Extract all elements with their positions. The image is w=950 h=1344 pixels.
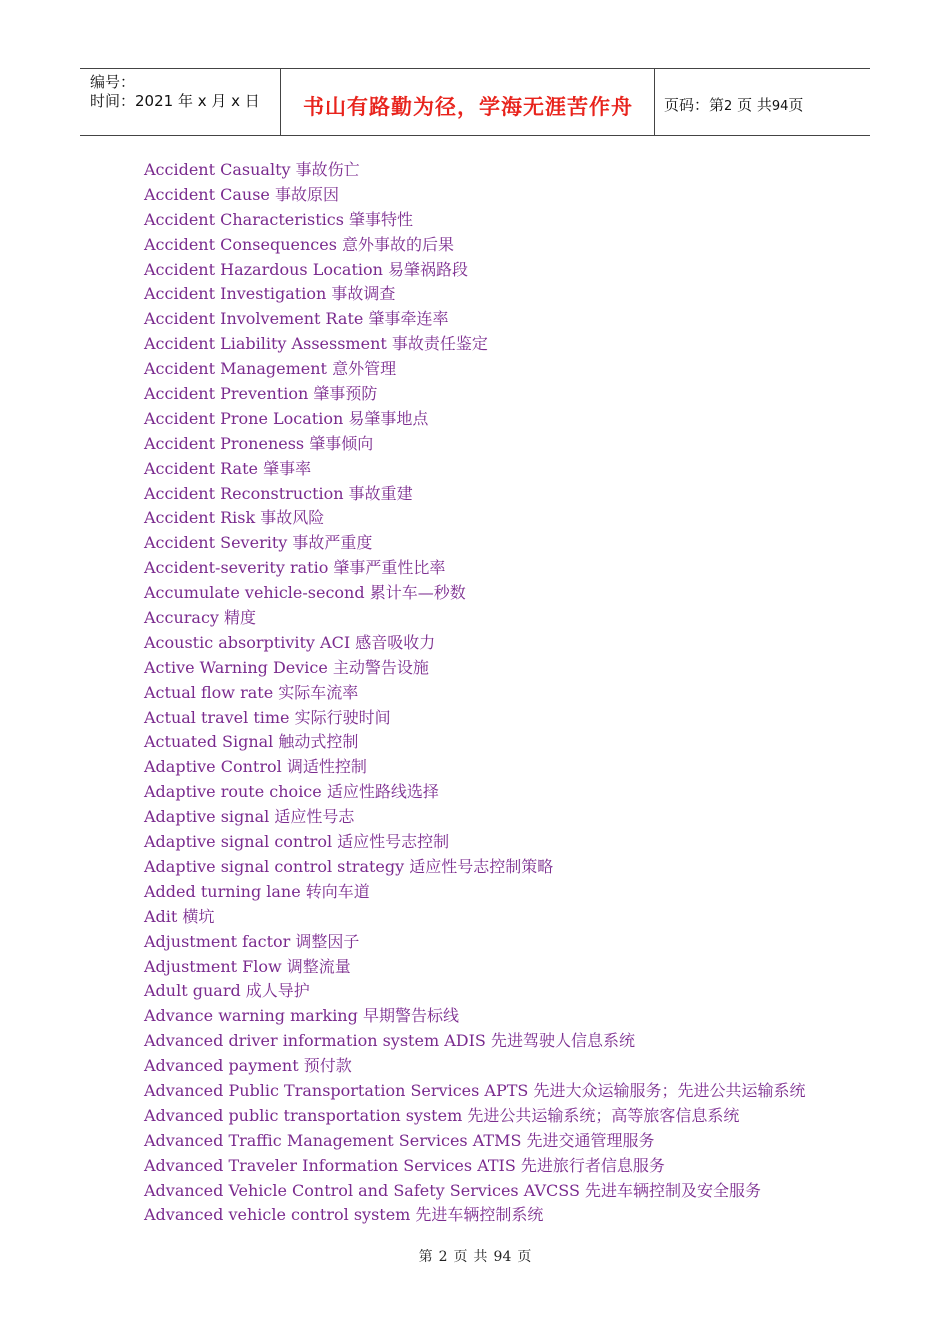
glossary-term: Accident-severity ratio 肇事严重性比率	[144, 558, 446, 578]
glossary-term: Advanced vehicle control system 先进车辆控制系统	[144, 1205, 544, 1225]
glossary-term: Advance warning marking 早期警告标线	[144, 1006, 459, 1026]
glossary-term: Accident Involvement Rate 肇事牵连率	[144, 309, 449, 329]
glossary-term: Actual travel time 实际行驶时间	[144, 707, 391, 727]
glossary-term: Advanced Public Transportation Services APTS 先进大众运输服务；先进公共运输系统	[144, 1080, 806, 1100]
page-footer	[0, 1246, 950, 1266]
glossary-term: Adaptive signal 适应性号志	[144, 807, 355, 827]
glossary-term: Adult guard 成人导护	[144, 981, 310, 1001]
glossary-term: Adaptive signal control strategy 适应性号志控制策略	[144, 856, 554, 876]
footer-di: 第	[418, 1249, 433, 1265]
glossary-term: Added turning lane 转向车道	[144, 881, 370, 901]
glossary-term: Accident Characteristics 肇事特性	[144, 209, 414, 229]
page-current: 2	[724, 99, 733, 114]
footer-page: 2	[438, 1249, 448, 1265]
footer-gong: 共	[473, 1249, 488, 1265]
glossary-term: Accumulate vehicle-second 累计车—秒数	[144, 583, 466, 603]
glossary-term: Advanced Traveler Information Services ATIS 先进旅行者信息服务	[144, 1155, 665, 1175]
header-page-info	[664, 94, 803, 115]
glossary-term: Accident Cause 事故原因	[144, 184, 339, 204]
glossary-term: Adit 横坑	[144, 906, 215, 926]
glossary-term: Accident Consequences 意外事故的后果	[144, 234, 455, 254]
glossary-term: Advanced Vehicle Control and Safety Services AVCSS 先进车辆控制及安全服务	[144, 1180, 762, 1200]
page-total: 94	[771, 99, 789, 114]
page-suffix: 页	[788, 96, 804, 114]
glossary-term-list	[144, 158, 805, 1228]
glossary-term: Advanced public transportation system 先进公共运输系统；高等旅客信息系统	[144, 1105, 740, 1125]
glossary-term: Advanced payment 预付款	[144, 1056, 352, 1076]
glossary-term: Actual flow rate 实际车流率	[144, 682, 359, 702]
header-motto-cell	[281, 69, 655, 135]
glossary-term: Accident Casualty 事故伤亡	[144, 160, 360, 179]
glossary-term: Adaptive route choice 适应性路线选择	[144, 782, 439, 802]
glossary-term: Advanced Traffic Management Services ATMS 先进交通管理服务	[144, 1130, 655, 1150]
document-number-label: 编号：	[90, 73, 136, 91]
header-meta-cell	[80, 69, 281, 135]
glossary-term: Adaptive signal control 适应性号志控制	[144, 832, 450, 852]
glossary-term: Adjustment factor 调整因子	[144, 931, 360, 951]
page-prefix: 页码：第	[664, 96, 725, 114]
glossary-term: Accident Reconstruction 事故重建	[144, 483, 413, 503]
page-mid: 页 共	[737, 96, 772, 114]
glossary-term: Accident Hazardous Location 易肇祸路段	[144, 259, 469, 279]
glossary-term: Accident Investigation 事故调查	[144, 284, 396, 304]
glossary-term: Accident Prevention 肇事预防	[144, 384, 378, 404]
glossary-term: Actuated Signal 触动式控制	[144, 732, 359, 752]
document-time-label: 时间：2021 年 x 月 x 日	[90, 92, 260, 110]
document-header	[80, 68, 870, 136]
glossary-term: Accident Risk 事故风险	[144, 508, 325, 528]
glossary-term: Accident Liability Assessment 事故责任鉴定	[144, 334, 488, 354]
glossary-term: Advanced driver information system ADIS 先进驾驶人信息系统	[144, 1031, 635, 1051]
glossary-term: Acoustic absorptivity ACI 感音吸收力	[144, 632, 436, 652]
header-page-cell	[655, 69, 870, 135]
glossary-term: Accident Proneness 肇事倾向	[144, 433, 374, 453]
footer-ye-end: 页	[517, 1249, 532, 1265]
footer-ye: 页	[453, 1249, 468, 1265]
footer-total: 94	[493, 1249, 512, 1265]
glossary-term: Accident Management 意外管理	[144, 359, 397, 379]
glossary-term: Accident Prone Location 易肇事地点	[144, 408, 429, 428]
glossary-term: Adaptive Control 调适性控制	[144, 757, 367, 777]
glossary-term: Active Warning Device 主动警告设施	[144, 657, 429, 677]
glossary-term: Adjustment Flow 调整流量	[144, 956, 351, 976]
glossary-term: Accident Severity 事故严重度	[144, 533, 373, 553]
header-motto: 书山有路勤为径，学海无涯苦作舟	[303, 95, 633, 119]
glossary-term: Accuracy 精度	[144, 608, 257, 628]
glossary-term: Accident Rate 肇事率	[144, 458, 312, 478]
